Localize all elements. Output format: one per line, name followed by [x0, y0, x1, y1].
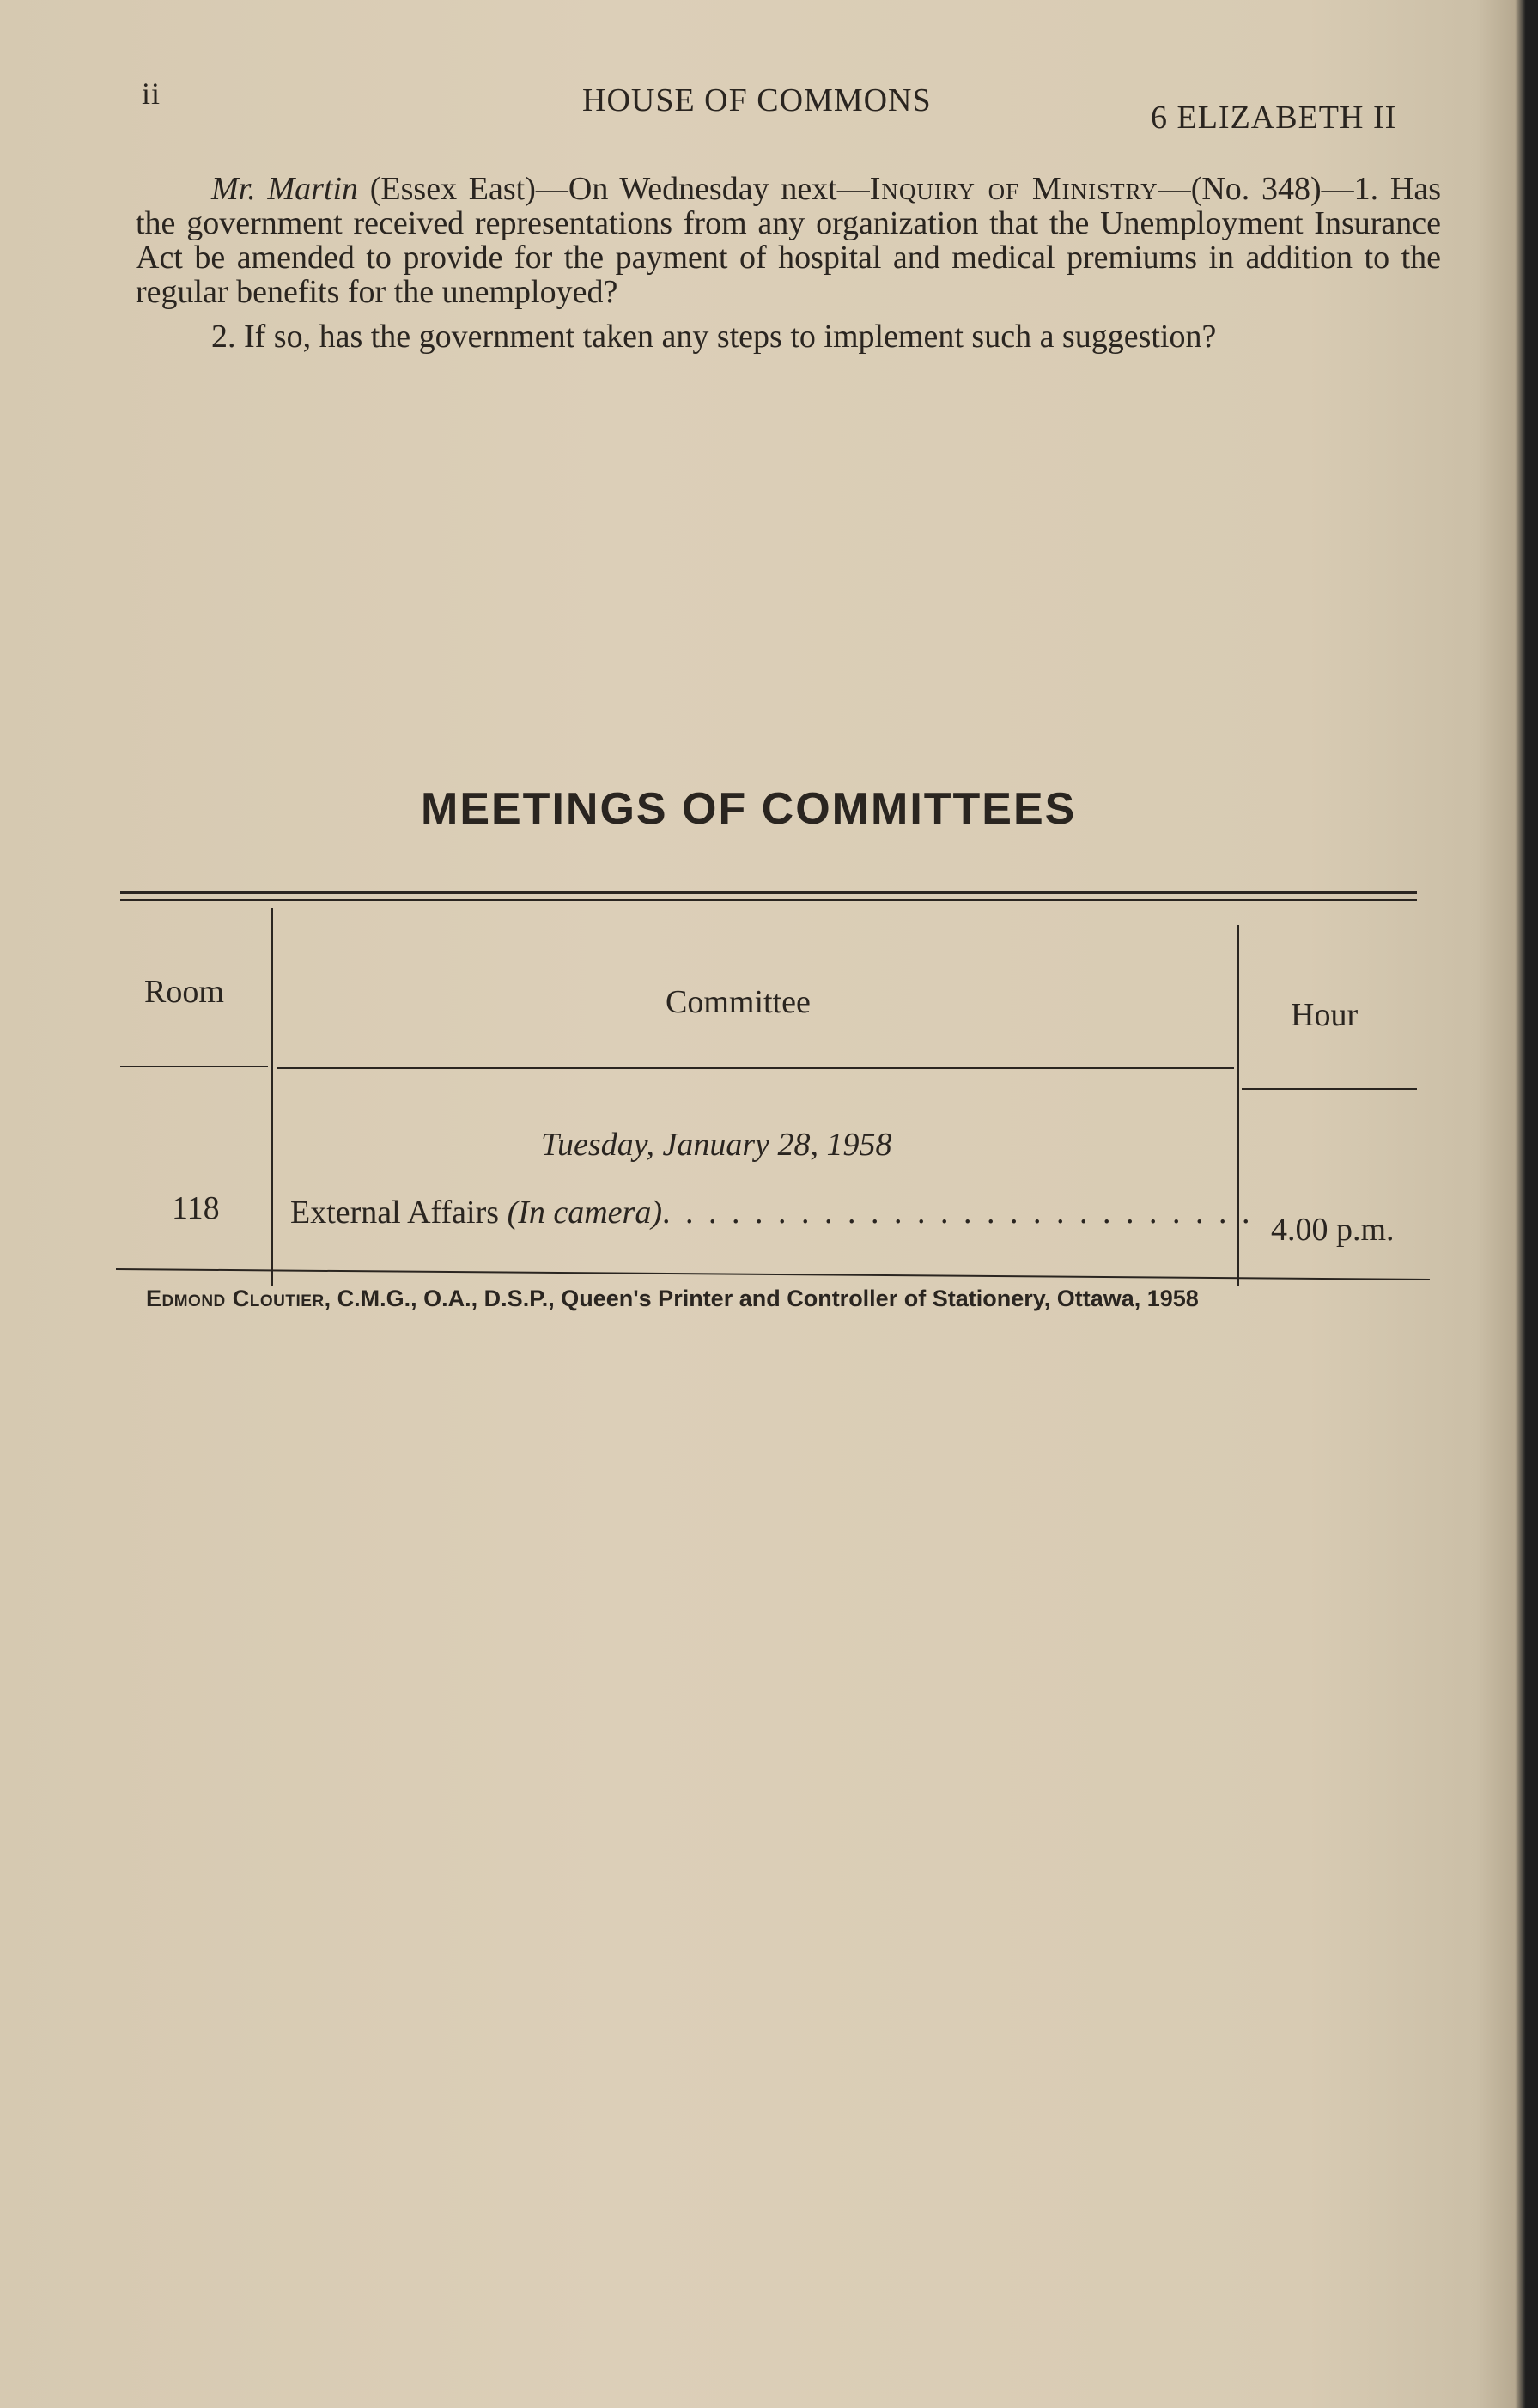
member-name: Mr. Martin [211, 171, 359, 207]
column-header-hour: Hour [1291, 997, 1359, 1033]
committee-note: (In camera) [507, 1195, 662, 1231]
table-top-rule-inner [120, 899, 1417, 901]
committee-name: External Affairs [290, 1195, 500, 1231]
question-notice [136, 172, 1441, 354]
header-rule-room [120, 1066, 268, 1067]
regnal-year: 6 ELIZABETH II [1151, 100, 1397, 136]
row-hour: 4.00 p.m. [1271, 1212, 1395, 1248]
printer-details: , C.M.G., O.A., D.S.P., Queen's Printer and Controller of Stationery, Ottawa, 1958 [324, 1286, 1199, 1311]
printer-name: Edmond Cloutier [146, 1286, 325, 1311]
question-part-1: (No. 348)—1. Has the government received representations from any organization that the Unemployment Insurance Act be amended to provide for the payment of hospital and medical premiums in addition to the regular benefits for the unemployed? [136, 171, 1442, 310]
table-top-rule [120, 891, 1417, 894]
dot-leader: . . . . . . . . . . . . . . . . . . . . . . . . . . [662, 1195, 1254, 1231]
column-header-committee: Committee [666, 984, 811, 1020]
row-committee [290, 1194, 1254, 1231]
table-bottom-rule [116, 1268, 1430, 1280]
printer-imprint [146, 1286, 1391, 1312]
question-part-2: 2. If so, has the government taken any steps to implement such a suggestion? [211, 319, 1217, 355]
column-divider-2 [1237, 925, 1239, 1286]
row-room: 118 [172, 1190, 220, 1226]
header-rule-committee [277, 1067, 1234, 1069]
column-header-room: Room [144, 974, 224, 1010]
column-divider-1 [271, 908, 273, 1286]
question-paragraph-1 [136, 172, 1441, 309]
member-riding: (Essex East)—On Wednesday next— [369, 171, 870, 207]
meeting-date: Tuesday, January 28, 1958 [541, 1127, 892, 1163]
running-title: HOUSE OF COMMONS [582, 82, 932, 119]
question-paragraph-2 [136, 319, 1441, 354]
header-rule-hour [1242, 1088, 1417, 1090]
committees-table [120, 889, 1417, 1284]
section-title: MEETINGS OF COMMITTEES [421, 784, 1077, 834]
question-dash: — [1158, 171, 1191, 207]
page-number: ii [142, 76, 161, 111]
question-kind: Inquiry of Ministry [869, 171, 1158, 207]
